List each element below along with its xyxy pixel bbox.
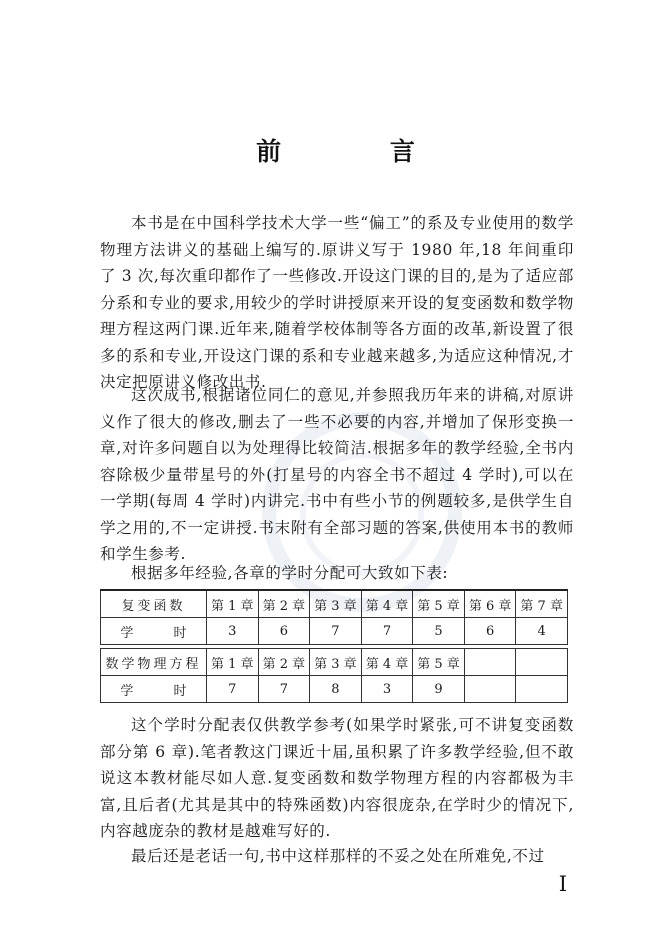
- table-row-label: 数学物理方程: [101, 649, 207, 676]
- empty-cell: [464, 649, 516, 676]
- chapter-header: 第 3 章: [310, 649, 362, 676]
- hours-cell: 8: [310, 676, 362, 703]
- chapter-header: 第 4 章: [361, 649, 413, 676]
- hours-cell: 7: [310, 618, 362, 645]
- chapter-header: 第 3 章: [310, 590, 362, 618]
- hours-cell: 3: [361, 676, 413, 703]
- paragraph-table-note: 这个学时分配表仅供教学参考(如果学时紧张,可不讲复变函数部分第 6 章).笔者教这门课近十届,虽积累了许多教学经验,但不敢说这本教材能尽如人意.复变函数和数学物理方程的内容都极为丰富,且后者(尤其是其中的特殊函数)内容很庞杂,在学时少的情况下,内容越庞杂的教材是越难写好的.: [100, 716, 574, 840]
- empty-cell: [516, 676, 568, 703]
- chapter-header: 第 1 章: [207, 649, 259, 676]
- hours-cell: 7: [361, 618, 413, 645]
- hours-cell: 6: [464, 618, 516, 645]
- table-row: [101, 649, 568, 676]
- table-row-label: 复变函数: [101, 590, 207, 618]
- page-title: 前 言: [256, 137, 465, 166]
- chapter-header: 第 5 章: [413, 649, 465, 676]
- hours-cell: 6: [258, 618, 310, 645]
- math-physics-equations-hours-table: [100, 648, 568, 703]
- chapter-header: 第 5 章: [413, 590, 465, 618]
- chapter-header: 第 6 章: [464, 590, 516, 618]
- page-number: I: [558, 872, 567, 896]
- hours-cell: 7: [258, 676, 310, 703]
- chapter-header: 第 2 章: [258, 649, 310, 676]
- table-row-label: 学 时: [101, 676, 207, 703]
- table-row-label: 学 时: [101, 618, 207, 645]
- paragraph-closing: 最后还是老话一句,书中这样那样的不妥之处在所难免,不过: [131, 847, 545, 865]
- table-row: [101, 676, 568, 703]
- hours-cell: 5: [413, 618, 465, 645]
- table-row: [101, 618, 568, 645]
- hours-cell: 7: [207, 676, 259, 703]
- empty-cell: [516, 649, 568, 676]
- chapter-header: 第 1 章: [207, 590, 259, 618]
- complex-functions-hours-table: [100, 589, 568, 645]
- hours-cell: 4: [516, 618, 568, 645]
- chapter-header: 第 4 章: [361, 590, 413, 618]
- hours-cell: 9: [413, 676, 465, 703]
- paragraph-revision: 这次成书,根据诸位同仁的意见,并参照我历年来的讲稿,对原讲义作了很大的修改,删去了一些不必要的内容,并增加了保形变换一章,对许多问题自以为处理得比较简洁.根据多年的教学经验,全书内容除极少量带星号的外(打星号的内容全书不超过 4 学时),可以在一学期(每周 4 学时)内讲完.书中有些小节的例题较多,是供学生自学之用的,不一定讲授.书末附有全部习题的答案,供使用本书的教师和学生参考.: [100, 386, 574, 563]
- chapter-header: 第 7 章: [516, 590, 568, 618]
- empty-cell: [464, 676, 516, 703]
- paragraph-intro: 本书是在中国科学技术大学一些“偏工”的系及专业使用的数学物理方法讲义的基础上编写的.原讲义写于 1980 年,18 年间重印了 3 次,每次重印都作了一些修改.开设这门课的目的,是为了适应部分系和专业的要求,用较少的学时讲授原来开设的复变函数和数学物理方程这两门课.近年来,随着学校体制等各方面的改革,新设置了很多的系和专业,开设这门课的系和专业越来越多,为适应这种情况,才决定把原讲义修改出书.: [100, 214, 574, 391]
- chapter-header: 第 2 章: [258, 590, 310, 618]
- hours-cell: 3: [207, 618, 259, 645]
- paragraph-table-intro: 根据多年经验,各章的学时分配可大致如下表:: [131, 564, 449, 582]
- table-row: [101, 590, 568, 618]
